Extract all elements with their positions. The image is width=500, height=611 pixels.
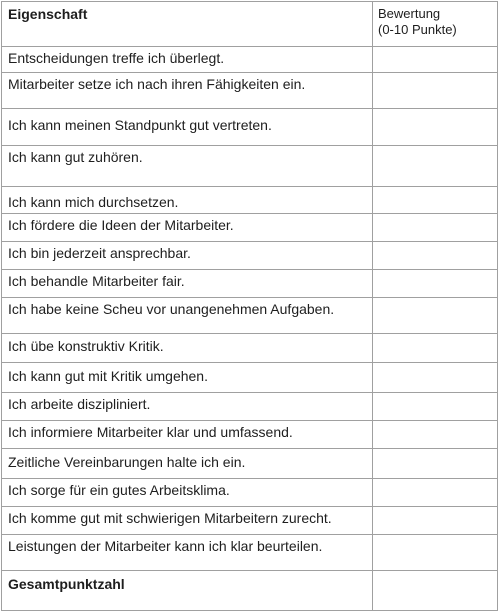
property-cell: Ich behandle Mitarbeiter fair. xyxy=(2,270,373,298)
score-cell[interactable] xyxy=(373,187,498,214)
score-cell[interactable] xyxy=(373,270,498,298)
table-row xyxy=(2,47,498,73)
score-cell[interactable] xyxy=(373,479,498,507)
table-row xyxy=(2,507,498,535)
table-row xyxy=(2,393,498,421)
table-row xyxy=(2,535,498,571)
table-row xyxy=(2,449,498,479)
property-cell: Ich habe keine Scheu vor unangenehmen Aufgaben. xyxy=(2,298,373,334)
score-cell[interactable] xyxy=(373,393,498,421)
score-cell[interactable] xyxy=(373,363,498,393)
property-cell: Ich bin jederzeit ansprechbar. xyxy=(2,242,373,270)
table-row xyxy=(2,363,498,393)
property-cell: Leistungen der Mitarbeiter kann ich klar beurteilen. xyxy=(2,535,373,571)
self-assessment-table xyxy=(1,1,498,611)
property-cell: Ich informiere Mitarbeiter klar und umfassend. xyxy=(2,421,373,449)
property-cell: Ich sorge für ein gutes Arbeitsklima. xyxy=(2,479,373,507)
total-label: Gesamtpunktzahl xyxy=(2,571,373,611)
score-cell[interactable] xyxy=(373,109,498,146)
table-row xyxy=(2,479,498,507)
property-cell: Ich arbeite diszipliniert. xyxy=(2,393,373,421)
score-cell[interactable] xyxy=(373,334,498,363)
rating-header-line1: Bewertung xyxy=(378,6,441,21)
table-header-row xyxy=(2,2,498,47)
score-cell[interactable] xyxy=(373,146,498,187)
property-cell: Ich komme gut mit schwierigen Mitarbeitern zurecht. xyxy=(2,507,373,535)
score-cell[interactable] xyxy=(373,535,498,571)
property-cell: Ich fördere die Ideen der Mitarbeiter. xyxy=(2,214,373,242)
score-cell[interactable] xyxy=(373,73,498,109)
rating-header-line2: (0-10 Punkte) xyxy=(378,22,457,37)
table-row xyxy=(2,146,498,187)
property-cell: Ich kann gut mit Kritik umgehen. xyxy=(2,363,373,393)
table-row xyxy=(2,298,498,334)
table-row xyxy=(2,187,498,214)
property-cell: Ich kann meinen Standpunkt gut vertreten. xyxy=(2,109,373,146)
column-header-property: Eigenschaft xyxy=(2,2,373,47)
self-assessment-sheet xyxy=(1,1,497,592)
property-cell: Entscheidungen treffe ich überlegt. xyxy=(2,47,373,73)
table-row xyxy=(2,109,498,146)
score-cell[interactable] xyxy=(373,421,498,449)
property-cell: Zeitliche Vereinbarungen halte ich ein. xyxy=(2,449,373,479)
score-cell[interactable] xyxy=(373,507,498,535)
table-row xyxy=(2,73,498,109)
property-cell: Mitarbeiter setze ich nach ihren Fähigkeiten ein. xyxy=(2,73,373,109)
score-cell[interactable] xyxy=(373,449,498,479)
score-cell[interactable] xyxy=(373,47,498,73)
table-row xyxy=(2,334,498,363)
table-row xyxy=(2,421,498,449)
table-row xyxy=(2,242,498,270)
score-cell[interactable] xyxy=(373,298,498,334)
total-score-cell[interactable] xyxy=(373,571,498,611)
property-cell: Ich kann gut zuhören. xyxy=(2,146,373,187)
property-cell: Ich übe konstruktiv Kritik. xyxy=(2,334,373,363)
score-cell[interactable] xyxy=(373,242,498,270)
score-cell[interactable] xyxy=(373,214,498,242)
property-cell: Ich kann mich durchsetzen. xyxy=(2,187,373,214)
column-header-rating xyxy=(373,2,498,47)
table-row xyxy=(2,214,498,242)
total-row xyxy=(2,571,498,611)
table-row xyxy=(2,270,498,298)
